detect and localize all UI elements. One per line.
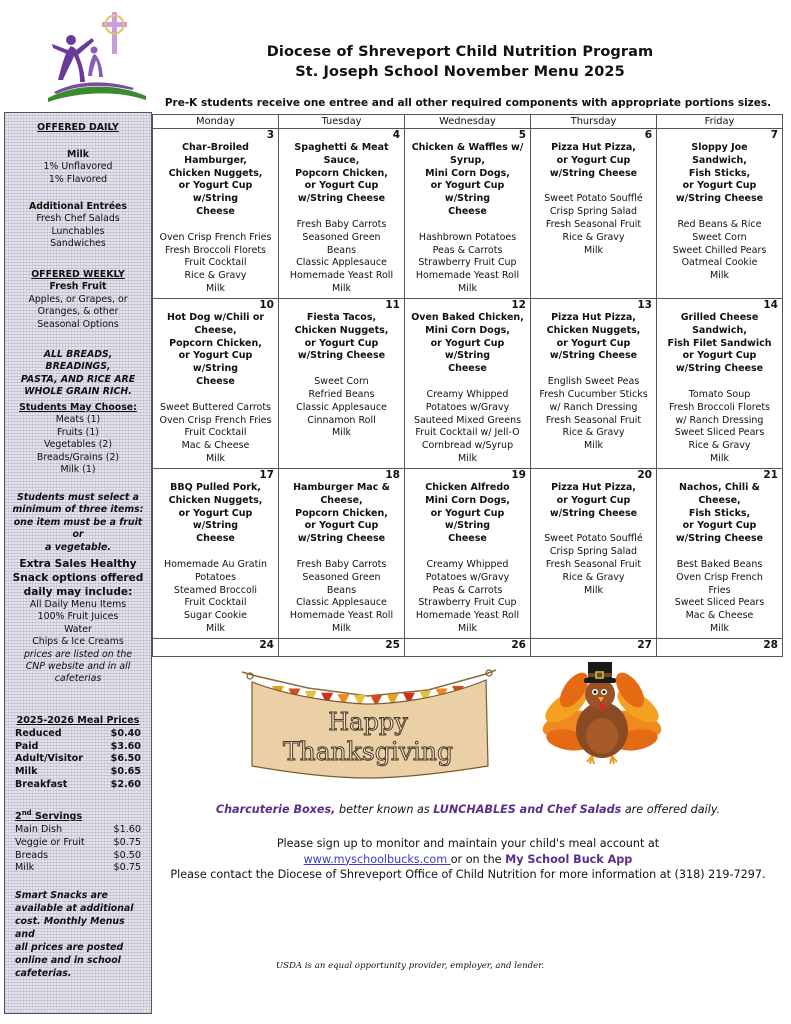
day-number: 25 <box>385 639 400 651</box>
entree-line: Chicken Nuggets, <box>168 494 263 506</box>
weekday-header: Wednesday <box>405 115 531 129</box>
menu-title-line1: Diocese of Shreveport Child Nutrition Program <box>266 44 654 60</box>
fruit-item: Seasonal Options <box>37 318 119 330</box>
entree-line: Mini Corn Dogs, <box>425 167 510 179</box>
side-item: Fresh Cucumber Sticks <box>539 388 648 400</box>
side-item: Fresh Baby Carrots <box>296 218 387 230</box>
side-item: Oven Crisp French Fries <box>159 231 272 243</box>
side-item: Rice & Gravy <box>688 440 751 452</box>
entree-line: Hamburger Mac & <box>293 482 390 493</box>
second-servings-heading: 2nd Servings <box>15 809 83 823</box>
day-cell <box>405 129 531 299</box>
entree-line: Sauce, <box>323 154 360 166</box>
entree-options <box>407 142 528 219</box>
side-item: Sweet Chilled Pears <box>672 244 767 256</box>
week-row <box>153 639 783 657</box>
side-item: Sweet Corn <box>692 231 747 243</box>
entree-line: Cheese, <box>194 324 237 336</box>
side-item: Fries <box>708 584 731 596</box>
extra-sales-section: Extra Sales Healthy Snack options offered daily may include: All Daily Menu Items 100% Fruit Juices Water Chips & Ice Creams prices are listed on the CNP website and in all cafeterias <box>12 558 144 685</box>
day-number: 6 <box>644 129 652 141</box>
price-row: Paid $3.60 <box>15 740 141 752</box>
happy-thanksgiving-banner <box>238 666 500 784</box>
day-number: 20 <box>637 469 652 481</box>
side-items <box>659 389 780 466</box>
entree-line: or Yogurt Cup <box>556 337 631 349</box>
entree-line: or Yogurt Cup <box>304 520 379 532</box>
week-row <box>153 129 783 299</box>
entree-line: w/String Cheese <box>297 193 386 205</box>
day-number: 27 <box>637 639 652 651</box>
students-choose-heading: Students May Choose: <box>19 402 137 413</box>
entree-line: Pizza Hut Pizza, <box>551 482 636 493</box>
side-item: Fresh Seasonal Fruit <box>545 218 642 230</box>
entree-line: Grilled Cheese <box>680 312 759 323</box>
side-item: English Sweet Peas <box>547 376 640 388</box>
entree-line: or Yogurt Cup w/String <box>178 350 253 375</box>
side-items <box>533 376 654 453</box>
entree-line: Cheese <box>448 205 487 217</box>
entree-item: Fresh Chef Salads <box>36 213 120 225</box>
side-item: Refried Beans <box>308 388 375 400</box>
entree-line: Sandwich, <box>692 154 747 166</box>
day-number: 19 <box>511 469 526 481</box>
side-item: Peas & Carrots <box>432 584 503 596</box>
day-number: 4 <box>392 129 400 141</box>
day-number: 7 <box>770 129 778 141</box>
side-item: Fresh Seasonal Fruit <box>545 414 642 426</box>
side-items <box>533 533 654 597</box>
day-number: 21 <box>763 469 778 481</box>
entree-line: Mini Corn Dogs, <box>425 494 510 506</box>
entree-item: Lunchables <box>51 225 105 237</box>
sidebar <box>4 112 152 1014</box>
second-servings-table <box>15 807 141 875</box>
entree-line: Popcorn Chicken, <box>169 337 262 349</box>
entree-line: Fish Filet Sandwich <box>667 337 772 349</box>
entree-line: Cheese <box>196 533 235 545</box>
day-cell <box>153 129 279 299</box>
entree-options <box>659 482 780 546</box>
whole-grain-note: ALL BREADS, BREADINGS, PASTA, AND RICE ARE WHOLE GRAIN RICH. <box>20 349 136 398</box>
side-item: Beans <box>326 584 357 596</box>
entree-line: Chicken & Waffles w/ <box>411 142 524 153</box>
side-item: Cornbread w/Syrup <box>421 440 514 452</box>
side-item: Classic Applesauce <box>296 257 387 269</box>
day-cell <box>405 299 531 469</box>
day-cell <box>657 469 783 639</box>
entree-line: Sandwich, <box>692 324 747 336</box>
day-cell <box>531 469 657 639</box>
side-item: Milk <box>710 452 729 464</box>
side-item: Hashbrown Potatoes <box>418 231 517 243</box>
offered-daily-heading: OFFERED DAILY <box>37 122 119 133</box>
entree-line: Chicken Nuggets, <box>546 324 641 336</box>
side-items <box>407 559 528 636</box>
side-item: Homemade Yeast Roll <box>415 270 520 282</box>
week-row <box>153 299 783 469</box>
side-item: Milk <box>710 270 729 282</box>
turkey-illustration <box>538 656 666 768</box>
entree-line: or Yogurt Cup w/String <box>430 337 505 362</box>
day-number: 10 <box>259 299 274 311</box>
side-item: Crisp Spring Salad <box>549 206 638 218</box>
entree-options <box>533 312 654 363</box>
myschoolbucks-link[interactable]: www.myschoolbucks.com <box>303 852 451 866</box>
side-item: Homemade Yeast Roll <box>289 610 394 622</box>
entree-line: w/String Cheese <box>675 363 764 375</box>
side-item: Milk <box>332 622 351 634</box>
day-number: 18 <box>385 469 400 481</box>
signup-links: www.myschoolbucks.com or on the My School Buck App <box>303 852 633 866</box>
entree-options <box>407 482 528 546</box>
signup-text: Please sign up to monitor and maintain your child's meal account at <box>276 837 660 850</box>
side-item: Milk <box>584 244 603 256</box>
side-item: Milk <box>332 427 351 439</box>
prek-note: Pre-K students receive one entree and all other required components with appropriate portions sizes. <box>164 97 772 109</box>
entree-line: Cheese <box>196 205 235 217</box>
day-cell <box>531 129 657 299</box>
milk-item: 1% Unflavored <box>43 161 113 173</box>
side-item: Sweet Sliced Pears <box>674 427 765 439</box>
entree-line: Pizza Hut Pizza, <box>551 312 636 323</box>
entree-line: or Yogurt Cup w/String <box>178 507 253 532</box>
fruit-item: Oranges, & other <box>37 306 119 318</box>
day-cell <box>657 129 783 299</box>
side-item: Sauteed Mixed Greens <box>413 414 522 426</box>
side-item: Cinnamon Roll <box>307 414 376 426</box>
entree-options <box>533 142 654 180</box>
day-cell <box>657 639 783 657</box>
side-item: Classic Applesauce <box>296 401 387 413</box>
minimum-items-note: Students must select a minimum of three items: one item must be a fruit or a vegetable. <box>12 492 144 553</box>
entree-options <box>407 312 528 376</box>
school-buck-app-link[interactable]: My School Buck App <box>505 852 633 866</box>
side-item: Classic Applesauce <box>296 597 387 609</box>
day-cell <box>405 639 531 657</box>
side-item: Homemade Au Gratin <box>163 558 268 570</box>
day-number: 28 <box>763 639 778 651</box>
banner-happy-text: Happy <box>328 708 408 736</box>
side-item: Rice & Gravy <box>184 270 247 282</box>
entree-line: Fiesta Tacos, <box>306 312 377 323</box>
side-item: Rice & Gravy <box>562 571 625 583</box>
price-row: Breads $0.50 <box>15 849 141 861</box>
smart-snacks-note: Smart Snacks are available at additional cost. Monthly Menus and all prices are posted online and in school cafeterias. <box>15 890 134 979</box>
price-row: Breakfast $2.60 <box>15 778 141 790</box>
offered-weekly-heading: OFFERED WEEKLY <box>31 269 125 280</box>
entree-line: or Yogurt Cup <box>556 494 631 506</box>
day-number: 3 <box>266 129 274 141</box>
day-number: 12 <box>511 299 526 311</box>
side-item: Milk <box>458 622 477 634</box>
side-item: Seasoned Green <box>302 571 381 583</box>
entree-item: Sandwiches <box>50 238 106 250</box>
side-item: Milk <box>584 584 603 596</box>
price-row: Milk $0.65 <box>15 766 141 778</box>
side-item: Milk <box>710 622 729 634</box>
side-items <box>155 402 276 466</box>
entree-line: w/String Cheese <box>549 350 638 362</box>
side-item: Sweet Sliced Pears <box>674 597 765 609</box>
side-item: Creamy Whipped <box>426 388 509 400</box>
side-item: Milk <box>206 452 225 464</box>
entree-options <box>659 142 780 206</box>
entree-options <box>155 482 276 546</box>
entree-options <box>281 312 402 363</box>
entree-line: Cheese <box>448 533 487 545</box>
entree-line: Popcorn Chicken, <box>295 507 388 519</box>
entree-line: w/String Cheese <box>297 533 386 545</box>
side-item: Fruit Cocktail <box>184 257 247 269</box>
side-item: Creamy Whipped <box>426 558 509 570</box>
side-item: Fresh Seasonal Fruit <box>545 558 642 570</box>
menu-title-line2: St. Joseph School November Menu 2025 <box>295 64 625 80</box>
side-items <box>281 219 402 296</box>
day-cell <box>279 129 405 299</box>
entree-line: BBQ Pulled Pork, <box>170 482 261 493</box>
entree-line: w/String Cheese <box>549 167 638 179</box>
milk-heading: Milk <box>67 149 89 160</box>
day-number: 13 <box>637 299 652 311</box>
day-cell <box>153 299 279 469</box>
entree-line: Mini Corn Dogs, <box>425 324 510 336</box>
meal-prices-table <box>15 715 141 792</box>
entree-line: or Yogurt Cup <box>682 350 757 362</box>
side-item: Sweet Potato Soufflé <box>544 533 643 545</box>
price-row: Veggie or Fruit $0.75 <box>15 836 141 848</box>
entree-line: Char-Broiled <box>182 142 249 153</box>
meal-prices-heading: 2025-2026 Meal Prices <box>16 715 140 726</box>
day-cell <box>531 639 657 657</box>
price-row: Reduced $0.40 <box>15 727 141 739</box>
offered-weekly-section <box>11 269 145 331</box>
day-cell <box>279 469 405 639</box>
side-items <box>659 559 780 636</box>
day-cell <box>279 299 405 469</box>
side-item: Milk <box>458 452 477 464</box>
entree-line: Oven Baked Chicken, <box>411 312 524 323</box>
side-item: Potatoes <box>194 571 237 583</box>
side-item: Potatoes w/Gravy <box>425 571 510 583</box>
side-item: Strawberry Fruit Cup <box>418 597 517 609</box>
banner-thanksgiving-text: Thanksgiving <box>283 737 453 766</box>
entree-line: Nachos, Chili & <box>679 482 760 493</box>
entree-line: w/String Cheese <box>297 350 386 362</box>
weekday-header-row <box>153 115 783 129</box>
entree-options <box>533 482 654 520</box>
day-cell <box>531 299 657 469</box>
students-choose-section: Students May Choose: Meats (1) Fruits (1) Vegetables (2) Breads/Grains (2) Milk (1) <box>11 402 145 476</box>
side-item: Steamed Broccoli <box>173 584 258 596</box>
day-number: 17 <box>259 469 274 481</box>
entree-line: Cheese <box>196 375 235 387</box>
day-number: 5 <box>518 129 526 141</box>
entree-line: w/String Cheese <box>675 193 764 205</box>
entree-line: Chicken Nuggets, <box>168 167 263 179</box>
entree-options <box>281 482 402 546</box>
entree-options <box>281 142 402 206</box>
usda-statement: USDA is an equal opportunity provider, employer, and lender. <box>275 961 545 971</box>
week-row <box>153 469 783 639</box>
day-number: 14 <box>763 299 778 311</box>
price-row: Milk $0.75 <box>15 862 141 874</box>
entree-line: or Yogurt Cup w/String <box>178 180 253 205</box>
price-row: Main Dish $1.60 <box>15 823 141 835</box>
side-items <box>155 232 276 296</box>
entree-line: Pizza Hut Pizza, <box>551 142 636 153</box>
entree-line: Hot Dog w/Chili or <box>166 312 265 323</box>
entree-line: or Yogurt Cup <box>304 337 379 349</box>
day-number: 24 <box>259 639 274 651</box>
entree-line: Chicken Nuggets, <box>294 324 389 336</box>
side-item: Crisp Spring Salad <box>549 546 638 558</box>
side-items <box>155 559 276 636</box>
side-item: Fresh Broccoli Florets <box>668 401 771 413</box>
entree-line: Hamburger, <box>184 154 247 166</box>
entree-options <box>155 142 276 219</box>
entree-line: or Yogurt Cup <box>682 520 757 532</box>
side-item: Beans <box>326 244 357 256</box>
fruit-item: Apples, or Grapes, or <box>28 293 128 305</box>
side-item: Milk <box>206 282 225 294</box>
side-item: Milk <box>206 622 225 634</box>
side-item: Potatoes w/Gravy <box>425 401 510 413</box>
side-items <box>659 219 780 283</box>
entree-line: w/String Cheese <box>549 507 638 519</box>
side-item: Fruit Cocktail w/ Jell-O <box>415 427 520 439</box>
side-item: Milk <box>584 440 603 452</box>
milk-section <box>11 149 145 186</box>
weekday-header: Monday <box>153 115 279 129</box>
weekday-header: Thursday <box>531 115 657 129</box>
contact-text: Please contact the Diocese of Shreveport Office of Child Nutrition for more information at (318) 219-7297. <box>170 868 766 881</box>
side-item: Sugar Cookie <box>183 610 248 622</box>
entree-line: Spaghetti & Meat <box>294 142 389 153</box>
side-item: Fresh Baby Carrots <box>296 558 387 570</box>
account-info <box>153 836 783 883</box>
side-item: Sweet Buttered Carrots <box>159 401 272 413</box>
entree-line: Fish Sticks, <box>688 507 751 519</box>
entrees-heading: Additional Entrées <box>29 201 127 212</box>
diocese-logo <box>44 10 148 108</box>
fruit-heading: Fresh Fruit <box>49 281 107 293</box>
side-items <box>281 376 402 440</box>
side-item: Fruit Cocktail <box>184 427 247 439</box>
entree-options <box>659 312 780 376</box>
side-item: Sweet Corn <box>314 376 369 388</box>
side-item: Tomato Soup <box>688 388 751 400</box>
side-item: w/ Ranch Dressing <box>675 414 764 426</box>
price-row: Adult/Visitor $6.50 <box>15 753 141 765</box>
side-item: Oven Crisp French <box>676 571 763 583</box>
menu-calendar <box>152 114 783 657</box>
side-item: Milk <box>458 282 477 294</box>
side-item: Fresh Broccoli Florets <box>164 244 267 256</box>
side-item: Fruit Cocktail <box>184 597 247 609</box>
lunchables-note: Charcuterie Boxes, better known as LUNCHABLES and Chef Salads are offered daily. <box>215 803 721 816</box>
side-items <box>533 193 654 257</box>
side-items <box>407 389 528 466</box>
entree-line: or Yogurt Cup <box>304 180 379 192</box>
entree-line: Sloppy Joe <box>691 142 748 153</box>
entree-line: or Yogurt Cup <box>556 154 631 166</box>
weekday-header: Friday <box>657 115 783 129</box>
entree-line: Chicken Alfredo <box>425 482 510 493</box>
side-items <box>281 559 402 636</box>
milk-item: 1% Flavored <box>48 173 108 185</box>
side-item: Red Beans & Rice <box>677 218 762 230</box>
side-item: Oatmeal Cookie <box>681 257 758 269</box>
side-item: Rice & Gravy <box>562 427 625 439</box>
side-items <box>407 232 528 296</box>
entree-line: Syrup, <box>450 154 485 166</box>
entree-line: Cheese <box>448 363 487 375</box>
day-cell <box>153 469 279 639</box>
entree-options <box>155 312 276 389</box>
side-item: w/ Ranch Dressing <box>549 401 638 413</box>
entree-line: Cheese, <box>698 494 741 506</box>
side-item: Peas & Carrots <box>432 244 503 256</box>
side-item: Best Baked Beans <box>676 558 763 570</box>
side-item: Oven Crisp French Fries <box>159 414 272 426</box>
side-item: Milk <box>332 282 351 294</box>
side-item: Mac & Cheese <box>685 610 754 622</box>
side-item: Mac & Cheese <box>181 440 250 452</box>
day-number: 11 <box>385 299 400 311</box>
day-cell <box>657 299 783 469</box>
day-cell <box>153 639 279 657</box>
entree-line: w/String Cheese <box>675 533 764 545</box>
offered-daily-section <box>11 122 145 134</box>
side-item: Homemade Yeast Roll <box>289 270 394 282</box>
side-item: Strawberry Fruit Cup <box>418 257 517 269</box>
entrees-section <box>11 201 145 251</box>
side-item: Seasoned Green <box>302 231 381 243</box>
weekday-header: Tuesday <box>279 115 405 129</box>
entree-line: Popcorn Chicken, <box>295 167 388 179</box>
side-item: Sweet Potato Soufflé <box>544 193 643 205</box>
day-cell <box>405 469 531 639</box>
entree-line: Fish Sticks, <box>688 167 751 179</box>
entree-line: Cheese, <box>320 494 363 506</box>
side-item: Rice & Gravy <box>562 231 625 243</box>
side-item: Homemade Yeast Roll <box>415 610 520 622</box>
entree-line: or Yogurt Cup w/String <box>430 180 505 205</box>
day-number: 26 <box>511 639 526 651</box>
entree-line: or Yogurt Cup w/String <box>430 507 505 532</box>
day-cell <box>279 639 405 657</box>
entree-line: or Yogurt Cup <box>682 180 757 192</box>
